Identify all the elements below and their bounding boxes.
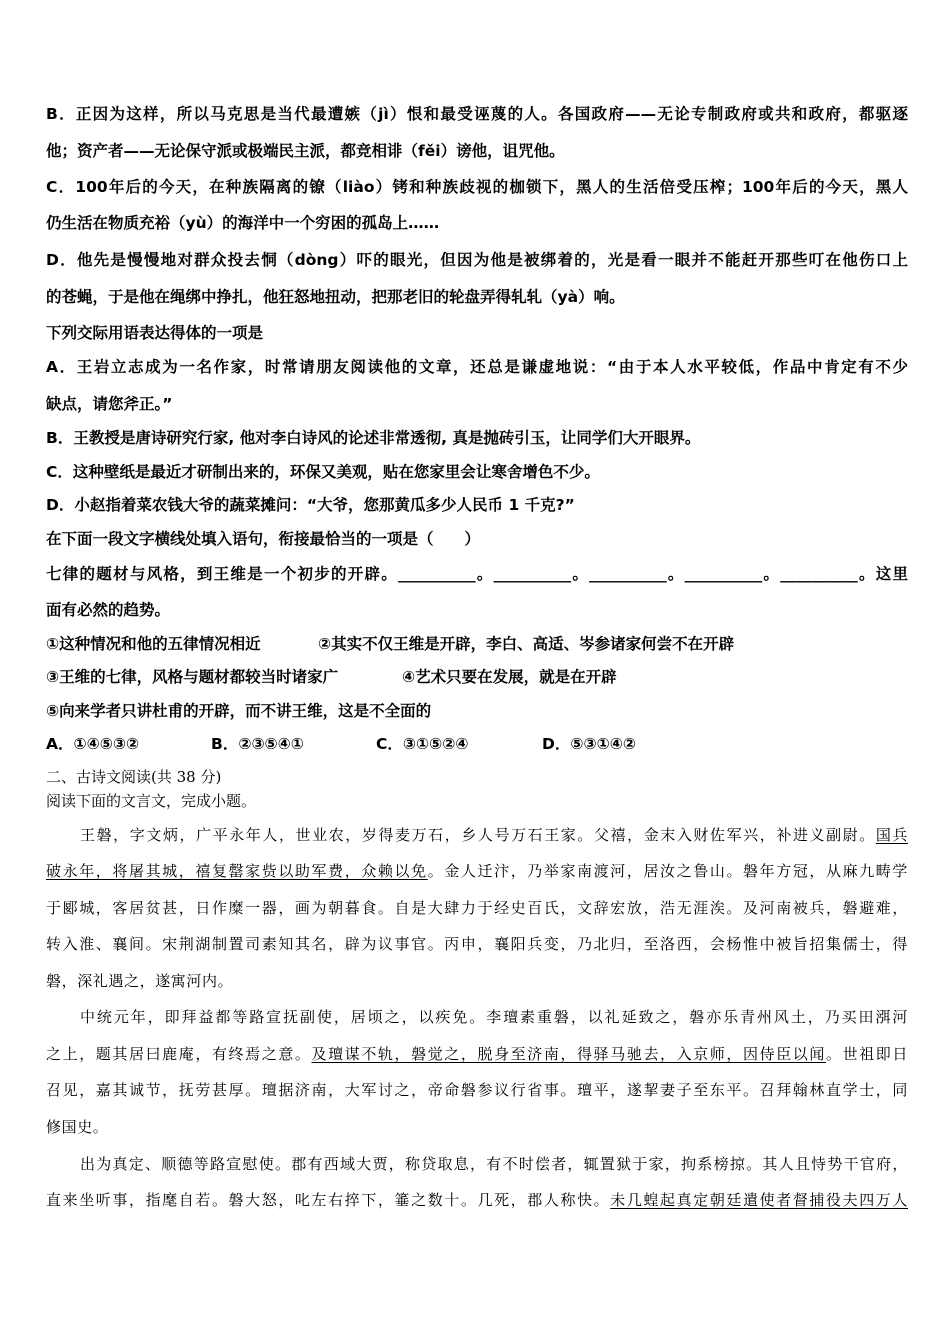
passage-underlined-text: 国兵 [875,826,908,844]
q-social-option-b: B．王教授是唐诗研究行家, 他对李白诗风的论述非常透彻, 真是抛砖引玉，让同学们大开眼界。 [46,429,701,447]
passage-text: 出为真定、顺德等路宣慰使。郡有西域大贾，称贷取息，有不时偿者，辄置狱于家，拘系榜掠。其人且恃势干官府， [80,1155,908,1173]
passage-text: 王磐，字文炳，广平永年人，世业农，岁得麦万石，乡人号万石王家。父禧，金末入财佐军兴，补进义副尉。 [80,826,876,844]
passage-p2-line3: 召见，嘉其诚节，抚劳甚厚。璮据济南，大军讨之，帝命磐参议行省事。璮平，遂挈妻子至东平。召拜翰林直学士，同 [46,1081,908,1099]
passage-p3-line2 [46,1189,908,1210]
q-fill-sentence-5: ⑤向来学者只讲杜甫的开辟，而不讲王维，这是不全面的 [46,702,432,720]
passage-text: 之上，题其居曰鹿庵，有终焉之意。 [46,1045,312,1063]
q-fill-option-a: A．①④⑤③② [46,735,140,753]
passage-underlined-text: 未几蝗起真定朝廷遣使者督捕役夫四万人 [610,1191,908,1209]
passage-p1-line1 [46,824,908,845]
q-fill-sentence-1: ①这种情况和他的五律情况相近 [46,635,261,653]
passage-text: 。世祖即日 [826,1045,908,1063]
passage-p2-line2 [46,1043,908,1064]
q-social-stem: 下列交际用语表达得体的一项是 [46,324,264,342]
q-fill-sentence-3: ③王维的七律，风格与题材都较当时诸家广 [46,668,339,686]
passage-p1-line4: 转入淮、襄间。宋荆湖制置司素知其名，辟为议事官。丙申，襄阳兵变，乃北归，至洛西，会杨惟中被旨招集儒士，得 [46,935,908,953]
q-prev-option-c-line2: 仍生活在物质充裕（yù）的海洋中一个穷困的孤岛上…… [46,214,440,232]
q-social-option-a-line1: A．王岩立志成为一名作家，时常请朋友阅读他的文章，还总是谦虚地说：“由于本人水平较低，作品中肯定有不少 [46,358,908,376]
passage-p1-line2 [46,860,908,881]
q-prev-option-b-line2: 他；资产者——无论保守派或极端民主派，都竞相诽（fěi）谤他，诅咒他。 [46,142,565,160]
passage-p1-line3: 于郾城，客居贫甚，日作糜一器，画为朝暮食。自是大肆力于经史百氏，文辞宏放，浩无涯涘。及河南被兵，磐避难， [46,899,908,917]
passage-underlined-text: 破永年，将屠其城，禧复罄家赀以助军费，众赖以免 [46,862,428,880]
section-heading: 二、古诗文阅读(共 38 分) [46,768,222,786]
passage-text: 直来坐听事，指麾自若。磐大怒，叱左右捽下，箠之数十。几死，郡人称快。 [46,1191,611,1209]
passage-p2-line1 [46,1006,908,1027]
passage-text: 。金人迁汴，乃举家南渡河，居汝之鲁山。磐年方冠，从麻九畴学 [427,862,909,880]
q-fill-option-b: B．②③⑤④① [211,735,304,753]
q-prev-option-c-line1: C．100年后的今天，在种族隔离的镣（liào）铐和种族歧视的枷锁下，黑人的生活倍受压榨；100年后的今天，黑人 [46,178,908,196]
q-fill-sentence-2: ②其实不仅王维是开辟，李白、高适、岑参诸家何尝不在开辟 [318,635,735,653]
q-prev-option-d-line1: D．他先是慢慢地对群众投去恫（dòng）吓的眼光，但因为他是被绑着的，光是看一眼并不能赶开那些叮在他伤口上 [46,251,908,269]
q-fill-passage-line2: 面有必然的趋势。 [46,601,171,619]
section-instruction: 阅读下面的文言文，完成小题。 [46,792,257,810]
passage-p1-line5: 磐，深礼遇之，遂寓河内。 [46,972,234,990]
passage-text: 中统元年，即拜益都等路宣抚副使，居顷之，以疾免。李璮素重磐，以礼延致之，磐亦乐青州风土，乃买田渳河 [80,1008,908,1026]
q-fill-stem: 在下面一段文字横线处填入语句，衔接最恰当的一项是（ ） [46,530,481,548]
passage-p3-line1 [46,1153,908,1174]
q-fill-option-d: D．⑤③①④② [542,735,636,753]
q-social-option-c: C．这种壁纸是最近才研制出来的，环保又美观，贴在您家里会让寒舍增色不少。 [46,463,600,481]
q-prev-option-d-line2: 的苍蝇，于是他在绳绑中挣扎，他狂怒地扭动，把那老旧的轮盘弄得轧轧（yà）响。 [46,288,625,306]
passage-p2-line4: 修国史。 [46,1118,109,1136]
q-social-option-a-line2: 缺点，请您斧正。” [46,395,173,413]
q-fill-option-c: C．③①⑤②④ [376,735,469,753]
q-fill-sentence-4: ④艺术只要在发展，就是在开辟 [402,668,617,686]
passage-underlined-text: 及璮谋不轨，磐觉之，脱身至济南，得驿马驰去，入京师，因侍臣以闻 [311,1045,826,1063]
q-fill-passage-line1: 七律的题材与风格，到王维是一个初步的开辟。__________。__________。__________。__________。__________。这里 [46,565,908,583]
q-prev-option-b-line1: B．正因为这样，所以马克思是当代最遭嫉（jì）恨和最受诬蔑的人。各国政府——无论专制政府或共和政府，都驱逐 [46,105,908,123]
q-social-option-d: D．小赵指着菜农钱大爷的蔬菜摊问：“大爷，您那黄瓜多少人民币 1 千克?” [46,496,575,514]
